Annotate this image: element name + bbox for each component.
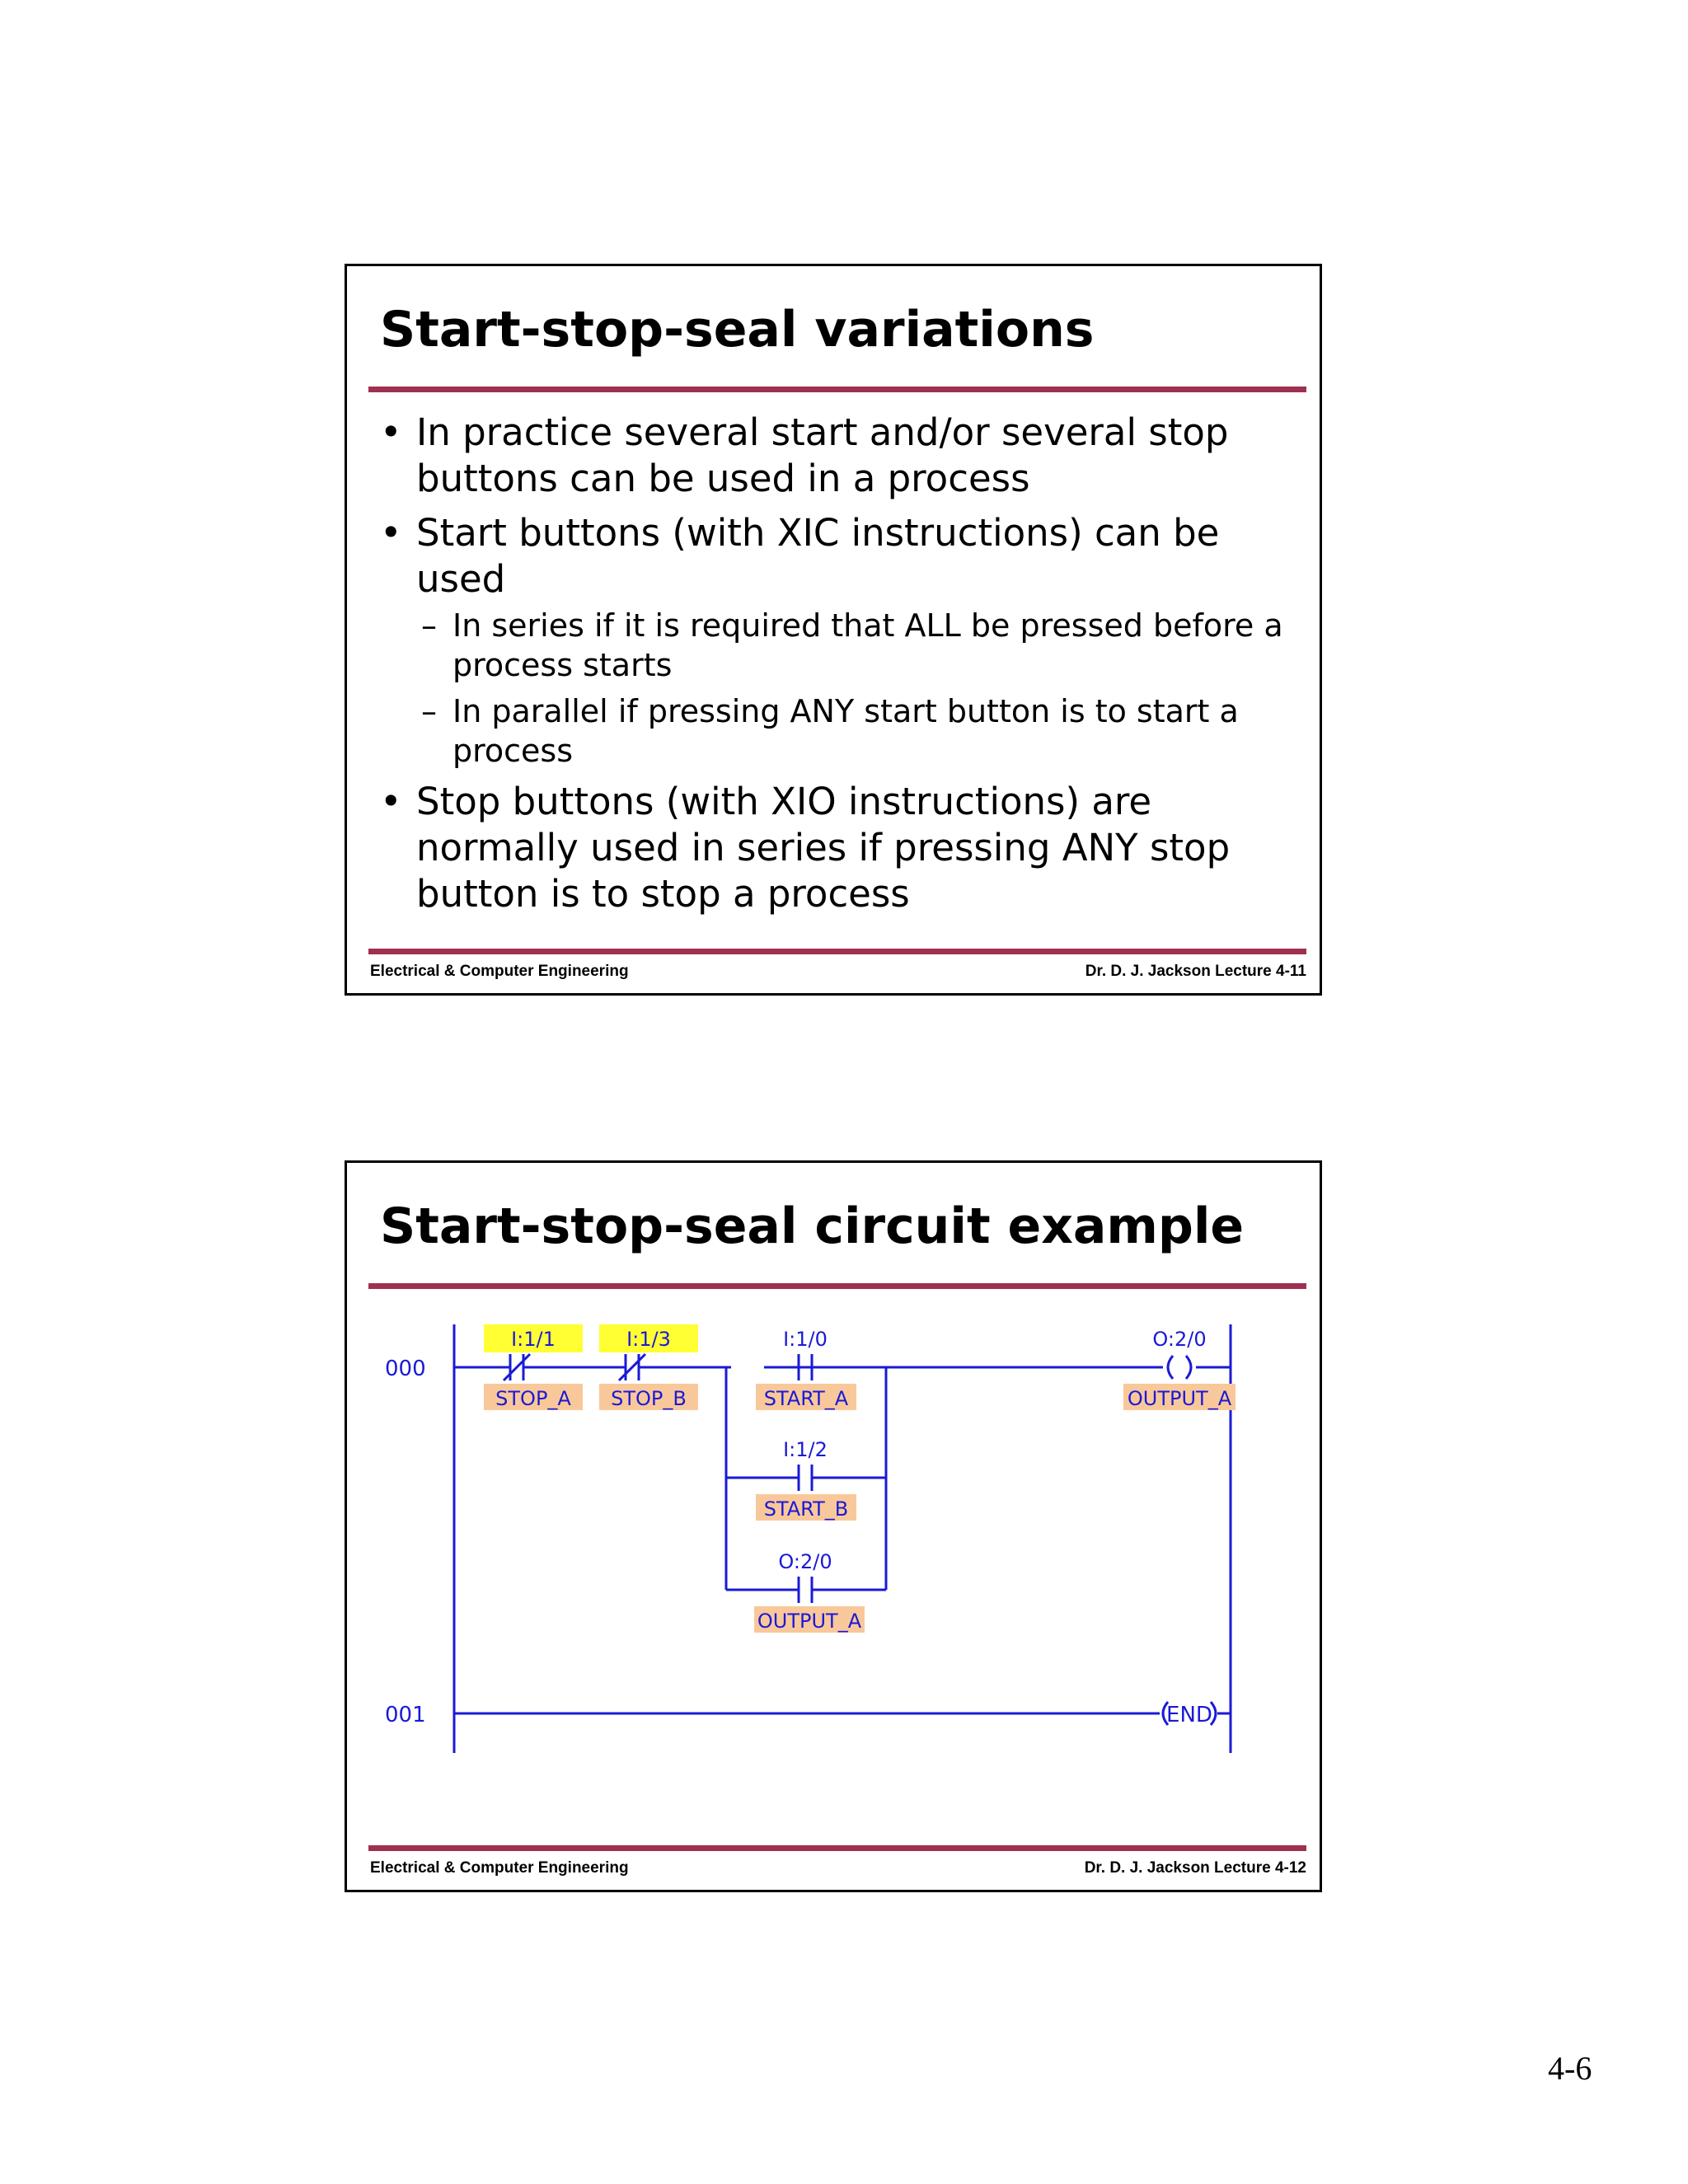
start-b-contact	[756, 1438, 856, 1521]
start-b-tag: START_B	[763, 1497, 849, 1521]
sub-bullet-text: In parallel if pressing ANY start button is to start a process	[452, 693, 1239, 769]
rung-number-001: 001	[385, 1703, 426, 1727]
sub-bullet-text: In series if it is required that ALL be pressed before a process starts	[452, 607, 1283, 683]
bullet-text: Start buttons (with XIC instructions) can be used	[416, 511, 1220, 601]
slide-title: Start-stop-seal variations	[380, 301, 1095, 359]
bullet-text: In practice several start and/or several stop buttons can be used in a process	[416, 410, 1229, 500]
seal-address: O:2/0	[778, 1550, 832, 1573]
footer-department: Electrical & Computer Engineering	[370, 963, 629, 980]
sub-bullet-item	[416, 606, 1303, 685]
footer-lecture: Dr. D. J. Jackson Lecture 4-12	[1084, 1859, 1306, 1877]
bullet-item	[380, 410, 1303, 502]
end-label: END	[1166, 1703, 1212, 1727]
end-instruction	[1163, 1702, 1216, 1727]
rung-number-000: 000	[385, 1357, 426, 1381]
start-a-contact	[756, 1328, 856, 1410]
bullet-marker: •	[380, 780, 402, 823]
output-coil-tag: OUTPUT_A	[1127, 1387, 1232, 1410]
footer-divider	[368, 949, 1306, 954]
bullet-item	[380, 510, 1303, 771]
sub-bullet-list	[416, 606, 1303, 771]
seal-contact	[754, 1550, 865, 1633]
output-coil-address: O:2/0	[1152, 1328, 1207, 1351]
footer-lecture: Dr. D. J. Jackson Lecture 4-11	[1085, 963, 1306, 980]
sub-bullet-marker: –	[421, 607, 437, 644]
bullet-text: Stop buttons (with XIO instructions) are normally used in series if pressing ANY stop button is to stop a process	[416, 780, 1231, 916]
bullet-marker: •	[380, 511, 402, 555]
seal-tag: OUTPUT_A	[757, 1610, 862, 1633]
stop-a-tag: STOP_A	[495, 1387, 571, 1410]
title-divider	[368, 387, 1306, 392]
sub-bullet-marker: –	[421, 693, 437, 729]
page-number: 4-6	[1548, 2050, 1592, 2087]
stop-b-address: I:1/3	[626, 1328, 671, 1351]
start-b-address: I:1/2	[783, 1438, 828, 1461]
slide-start-stop-seal-variations	[345, 264, 1322, 996]
bullet-list	[380, 410, 1303, 926]
start-a-tag: START_A	[763, 1387, 849, 1410]
footer-divider	[368, 1845, 1306, 1851]
footer-department: Electrical & Computer Engineering	[370, 1859, 629, 1877]
bullet-item	[380, 779, 1303, 917]
slide-title: Start-stop-seal circuit example	[380, 1197, 1245, 1255]
stop-b-tag: STOP_B	[611, 1387, 687, 1410]
sub-bullet-item	[416, 691, 1303, 771]
start-a-address: I:1/0	[783, 1328, 828, 1351]
title-divider	[368, 1283, 1306, 1289]
stop-a-address: I:1/1	[511, 1328, 556, 1351]
bullet-marker: •	[380, 410, 402, 454]
slide-start-stop-seal-circuit-example	[345, 1160, 1322, 1892]
output-coil	[1123, 1328, 1236, 1410]
ladder-diagram	[372, 1324, 1278, 1786]
